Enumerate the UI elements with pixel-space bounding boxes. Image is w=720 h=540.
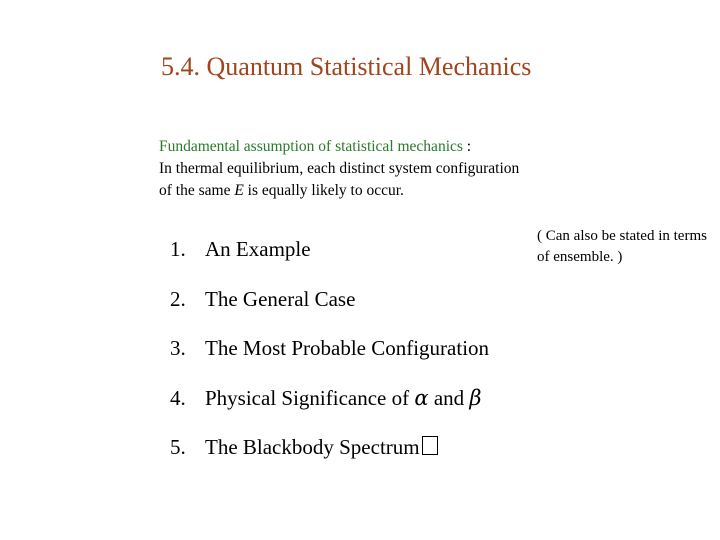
outline-number: 1.: [170, 237, 186, 261]
outline-item-5: [170, 432, 489, 482]
outline-item-2: [170, 284, 489, 334]
slide-title: 5.4. Quantum Statistical Mechanics: [161, 52, 532, 81]
assumption-line-3-post: is equally likely to occur.: [243, 182, 404, 199]
assumption-heading: Fundamental assumption of statistical mechanics: [159, 138, 463, 155]
outline-item-1: [170, 234, 489, 284]
outline-number: 4.: [170, 385, 186, 410]
outline-item-4: [170, 383, 489, 433]
outline-number: 2.: [170, 286, 186, 311]
outline-text: The Blackbody Spectrum: [205, 435, 420, 459]
outline-text: The Most Probable Configuration: [205, 336, 490, 360]
outline-and: and: [428, 385, 470, 410]
fundamental-assumption: [159, 136, 519, 202]
assumption-line-3-pre: of the same: [159, 182, 235, 199]
outline-text: The General Case: [205, 286, 356, 311]
outline-list: [170, 234, 489, 482]
outline-number: 3.: [170, 336, 186, 360]
outline-text: Physical Significance of: [205, 385, 415, 410]
beta-symbol: β: [469, 385, 482, 410]
assumption-colon: :: [462, 138, 472, 155]
outline-text: An Example: [205, 237, 311, 261]
outline-number: 5.: [170, 435, 186, 459]
assumption-line-3: [159, 180, 519, 202]
assumption-heading-line: [159, 136, 519, 158]
assumption-line-2: In thermal equilibrium, each distinct system configuration: [159, 160, 520, 177]
box-glyph-icon: [422, 436, 438, 455]
ensemble-note: ( Can also be stated in terms of ensemble. ): [537, 228, 707, 265]
outline-item-3: [170, 333, 489, 383]
energy-variable: E: [234, 182, 244, 199]
alpha-symbol: α: [414, 385, 429, 410]
